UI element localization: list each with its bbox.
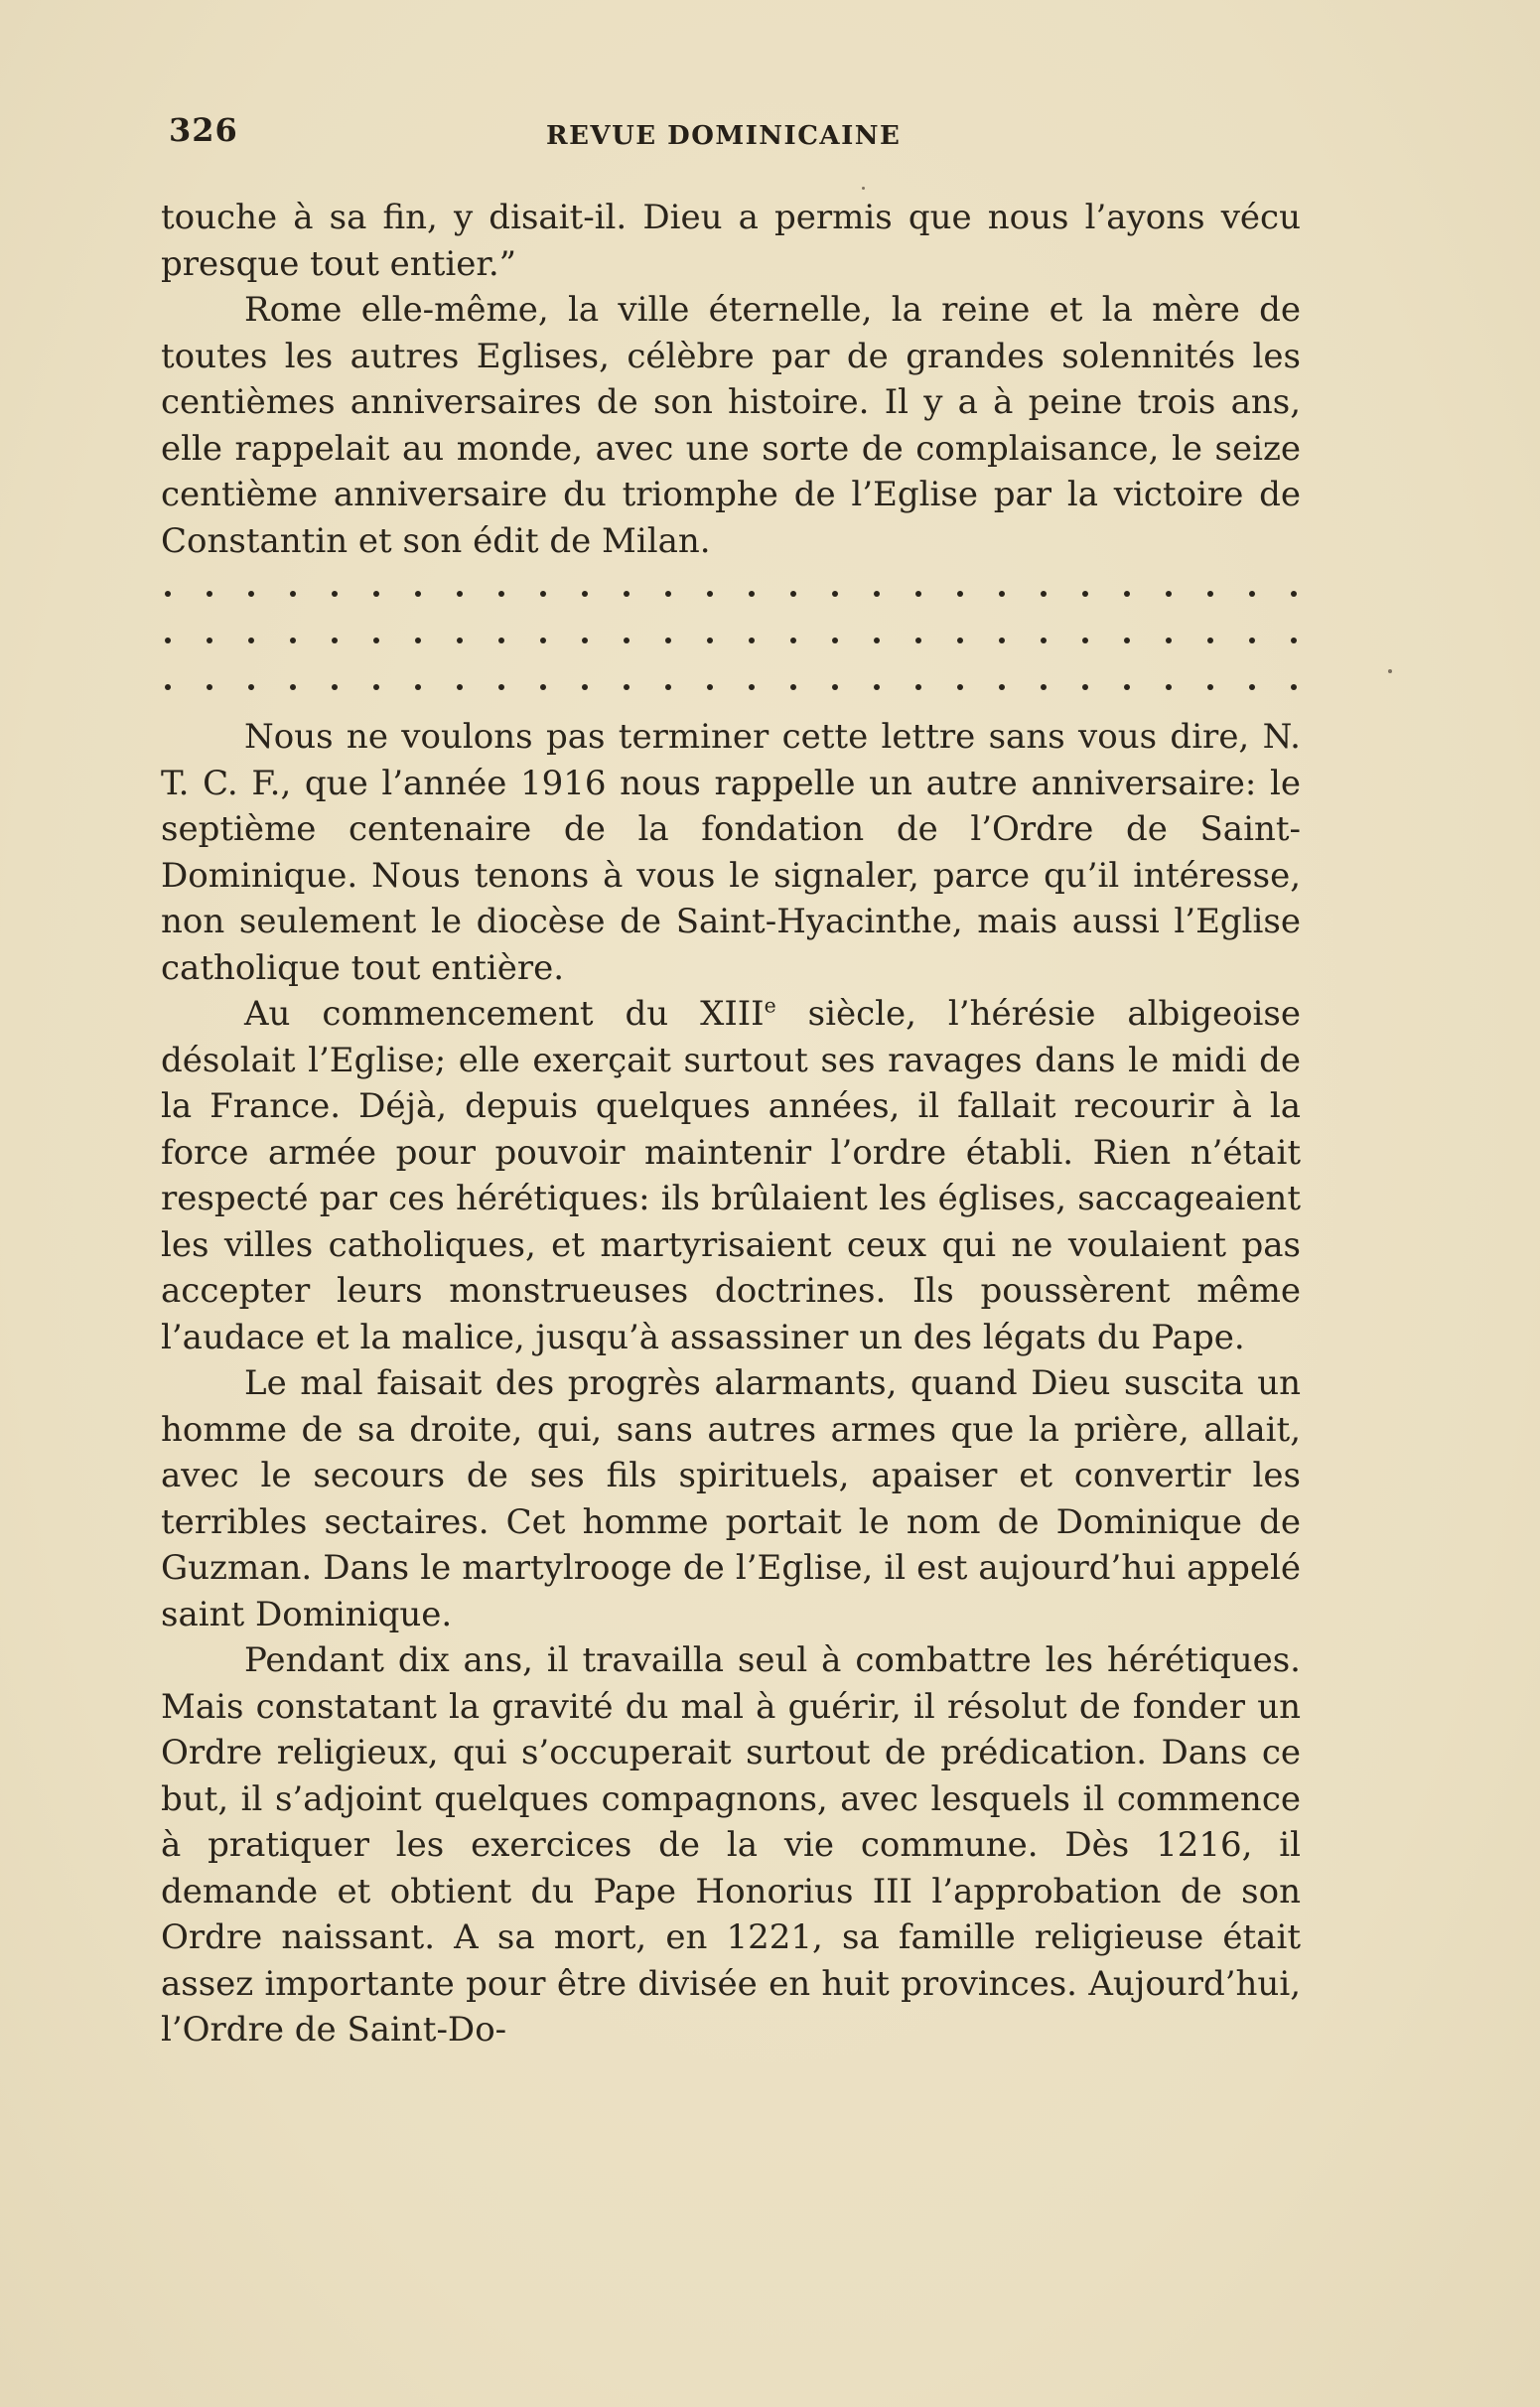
ellipsis-dot [1041, 591, 1047, 597]
ellipsis-dot [165, 591, 171, 597]
page-number: 326 [169, 111, 238, 149]
ellipsis-dot [582, 684, 588, 690]
ellipsis-dot [1166, 591, 1172, 597]
paper-speck [1388, 669, 1392, 673]
body-text [161, 195, 1301, 2053]
ellipsis-dot [415, 591, 421, 597]
ellipsis-dot [457, 591, 463, 597]
ellipsis-dot [790, 684, 796, 690]
ellipsis-dots [161, 570, 1301, 710]
ellipsis-dot [1041, 684, 1047, 690]
ellipsis-dot [915, 684, 921, 690]
paragraph-albigensian-start: Au commencement du XIII [244, 994, 765, 1034]
ellipsis-dot [540, 591, 546, 597]
ellipsis-dot [248, 637, 254, 643]
ellipsis-dot [415, 684, 421, 690]
ellipsis-dot [290, 684, 296, 690]
ellipsis-dot [915, 591, 921, 597]
ellipsis-dot [874, 637, 880, 643]
ellipsis-dot [1166, 637, 1172, 643]
ellipsis-dot [749, 637, 755, 643]
ellipsis-dot [624, 684, 630, 690]
ellipsis-dot [1082, 637, 1088, 643]
running-head: REVUE DOMINICAINE [546, 121, 902, 151]
page-header [169, 107, 1323, 163]
ellipsis-dot [832, 637, 838, 643]
paper-speck [862, 187, 865, 190]
ellipsis-dot [790, 637, 796, 643]
ellipsis-dot [1291, 637, 1297, 643]
ellipsis-dot [373, 591, 379, 597]
ellipsis-dot [665, 637, 671, 643]
ellipsis-dot [957, 637, 963, 643]
ellipsis-dot [165, 637, 171, 643]
dot-row [161, 663, 1301, 710]
ellipsis-dot [457, 637, 463, 643]
ellipsis-dot [332, 637, 338, 643]
ellipsis-dot [749, 684, 755, 690]
ellipsis-dot [1207, 591, 1213, 597]
ellipsis-dot [874, 591, 880, 597]
ellipsis-dot [373, 637, 379, 643]
dot-row [161, 617, 1301, 663]
ellipsis-dot [373, 684, 379, 690]
century-superscript: e [764, 993, 776, 1018]
paragraph-continuation: touche à sa fin, y disait-il. Dieu a permis que nous l’ayons vécu presque tout entier.” [161, 198, 1301, 284]
ellipsis-dot [248, 591, 254, 597]
ellipsis-dot [665, 591, 671, 597]
ellipsis-dot [207, 637, 212, 643]
ellipsis-dot [290, 591, 296, 597]
paragraph-order-founding: Pendant dix ans, il travailla seul à combattre les hérétiques. Mais constatant la gravité du mal à guérir, il résolut de fonder un Ordre religieux, qui s’occuperait surtout de prédication. Dans ce but, il s’adjoint quelques compagnons, avec lesquels il commence à pratiquer les exercices de la vie commune. Dès 1216, il demande et obtient du Pape Honorius III l’approbation de son Ordre naissant. A sa mort, en 1221, sa famille religieuse était assez importante pour être divisée en huit provinces. Aujourd’hui, l’Ordre de Saint-Do- [161, 1640, 1301, 2050]
ellipsis-dot [290, 637, 296, 643]
ellipsis-dot [1249, 637, 1255, 643]
ellipsis-dot [415, 637, 421, 643]
ellipsis-dot [999, 637, 1005, 643]
ellipsis-dot [1291, 591, 1297, 597]
ellipsis-dot [540, 684, 546, 690]
ellipsis-dot [582, 591, 588, 597]
ellipsis-dot [1166, 684, 1172, 690]
ellipsis-dot [1249, 591, 1255, 597]
ellipsis-dot [624, 637, 630, 643]
ellipsis-dot [1082, 591, 1088, 597]
ellipsis-dot [999, 684, 1005, 690]
ellipsis-dot [1041, 637, 1047, 643]
ellipsis-dot [832, 591, 838, 597]
ellipsis-dot [1291, 684, 1297, 690]
ellipsis-dot [874, 684, 880, 690]
ellipsis-dot [707, 684, 713, 690]
ellipsis-dot [1082, 684, 1088, 690]
dot-row [161, 570, 1301, 617]
paragraph-albigensian [161, 991, 1301, 1360]
ellipsis-dot [707, 591, 713, 597]
ellipsis-dot [332, 591, 338, 597]
ellipsis-dot [957, 591, 963, 597]
ellipsis-dot [165, 684, 171, 690]
paragraph-albigensian-rest: siècle, l’hérésie albigeoise désolait l’Eglise; elle exerçait surtout ses ravages dans le midi de la France. Déjà, depuis quelques années, il fallait recourir à la force armée pour pouvoir maintenir l’ordre établi. Rien n’était respecté par ces hérétiques: ils brûlaient les églises, saccageaient les villes catholiques, et martyrisaient ceux qui ne voulaient pas accepter leurs monstrueuses doctrines. Ils poussèrent même l’audace et la malice, jusqu’à assassiner un des légats du Pape. [161, 994, 1301, 1357]
ellipsis-dot [1124, 684, 1130, 690]
ellipsis-dot [248, 684, 254, 690]
ellipsis-dot [790, 591, 796, 597]
ellipsis-dot [498, 591, 504, 597]
ellipsis-dot [540, 637, 546, 643]
ellipsis-dot [707, 637, 713, 643]
ellipsis-dot [1207, 684, 1213, 690]
ellipsis-dot [832, 684, 838, 690]
ellipsis-dot [1124, 591, 1130, 597]
ellipsis-dot [1124, 637, 1130, 643]
ellipsis-dot [207, 684, 212, 690]
ellipsis-dot [999, 591, 1005, 597]
ellipsis-dot [498, 637, 504, 643]
ellipsis-dot [498, 684, 504, 690]
ellipsis-dot [457, 684, 463, 690]
ellipsis-dot [1249, 684, 1255, 690]
ellipsis-dot [624, 591, 630, 597]
ellipsis-dot [915, 637, 921, 643]
ellipsis-dot [749, 591, 755, 597]
ellipsis-dot [665, 684, 671, 690]
paragraph-dominic: Le mal faisait des progrès alarmants, quand Dieu suscita un homme de sa droite, qui, sans autres armes que la prière, allait, avec le secours de ses fils spirituels, apaiser et convertir les terribles sectaires. Cet homme portait le nom de Dominique de Guzman. Dans le martylrooge de l’Eglise, il est aujourd’hui appelé saint Dominique. [161, 1363, 1301, 1634]
ellipsis-dot [332, 684, 338, 690]
ellipsis-dot [582, 637, 588, 643]
ellipsis-dot [957, 684, 963, 690]
ellipsis-dot [207, 591, 212, 597]
ellipsis-dot [1207, 637, 1213, 643]
paragraph-anniversary: Nous ne voulons pas terminer cette lettre sans vous dire, N. T. C. F., que l’année 1916 nous rappelle un autre anniversaire: le septième centenaire de la fondation de l’Ordre de Saint-Dominique. Nous tenons à vous le signaler, parce qu’il intéresse, non seulement le diocèse de Saint-Hyacinthe, mais aussi l’Eglise catholique tout entière. [161, 717, 1301, 988]
paragraph-rome: Rome elle-même, la ville éternelle, la reine et la mère de toutes les autres Eglises, célèbre par de grandes solennités les centièmes anniversaires de son histoire. Il y a à peine trois ans, elle rappelait au monde, avec une sorte de complaisance, le seize centième anniversaire du triomphe de l’Eglise par la victoire de Constantin et son édit de Milan. [161, 290, 1301, 561]
